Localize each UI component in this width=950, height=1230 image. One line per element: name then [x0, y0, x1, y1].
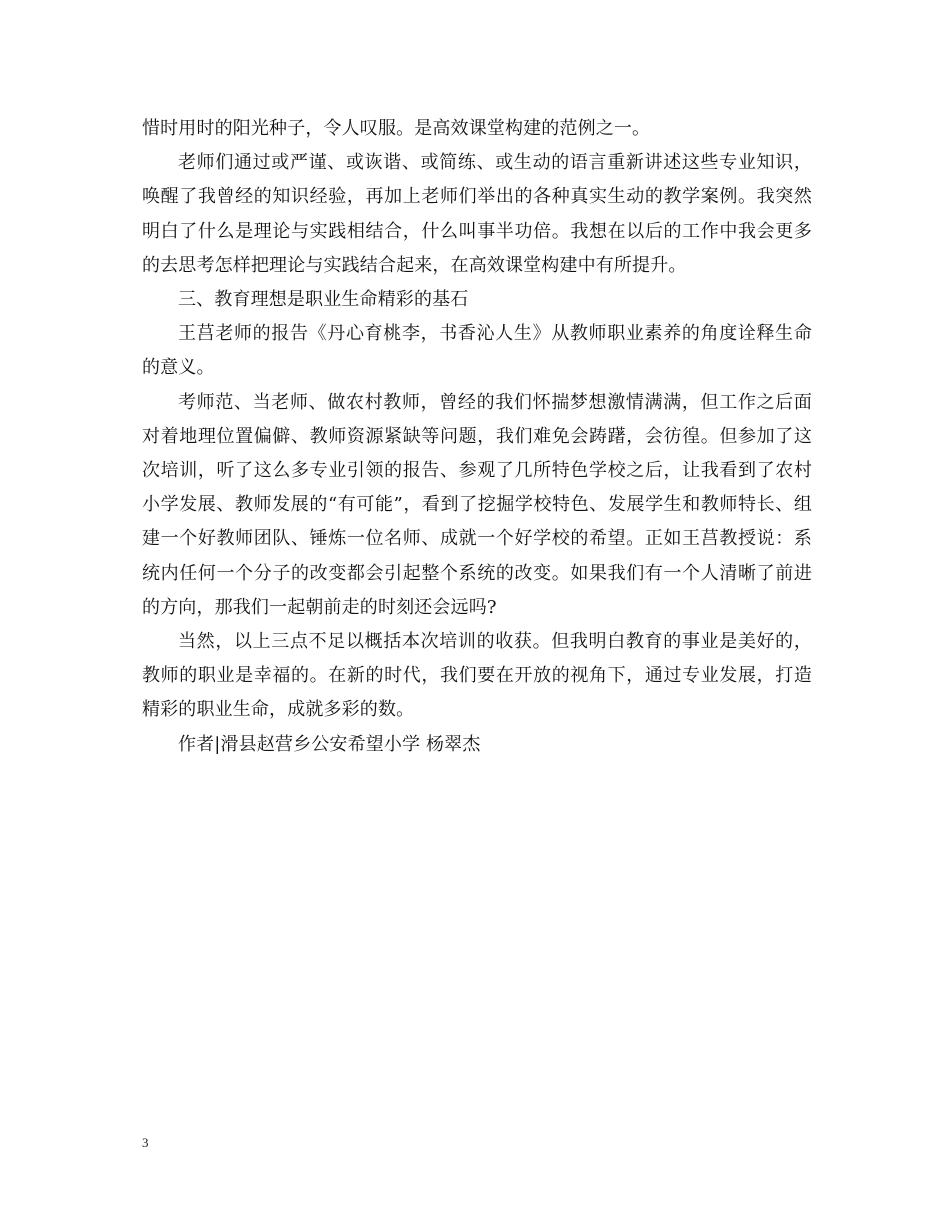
paragraph-conclusion: 当然，以上三点不足以概括本次培训的收获。但我明白教育的事业是美好的，教师的职业是幸福的。在新的时代，我们要在开放的视角下，通过专业发展，打造精彩的职业生命，成就多彩的数。	[142, 631, 812, 721]
page-number: 3	[142, 1135, 149, 1150]
paragraph-report: 王莒老师的报告《丹心育桃李，书香沁人生》从教师职业素养的角度诠释生命的意义。	[142, 323, 812, 379]
author-line: 作者|滑县赵营乡公安希望小学 杨翠杰	[178, 733, 481, 755]
paragraph-continuation: 惜时用时的阳光种子，令人叹服。是高效课堂构建的范例之一。	[142, 118, 651, 139]
section-heading-3: 三、教育理想是职业生命精彩的基石	[178, 289, 469, 311]
paragraph-rural-teacher: 考师范、当老师、做农村教师，曾经的我们怀揣梦想激情满满，但工作之后面对着地理位置偏僻、教师资源紧缺等问题，我们难免会踌躇，会彷徨。但参加了这次培训，听了这么多专业引领的报告、参观了几所特色学校之后，让我看到了农村小学发展、教师发展的“有可能”，看到了挖掘学校特色、发展学生和教师特长、组建一个好教师团队、锤炼一位名师、成就一个好学校的希望。正如王莒教授说：系统内任何一个分子的改变都会引起整个系统的改变。如果我们有一个人清晰了前进的方向，那我们一起朝前走的时刻还会远吗?	[142, 391, 812, 618]
document-body	[142, 112, 812, 762]
paragraph-teacher-language: 老师们通过或严谨、或诙谐、或简练、或生动的语言重新讲述这些专业知识，唤醒了我曾经的知识经验，再加上老师们举出的各种真实生动的教学案例。我突然明白了什么是理论与实践相结合，什么叫事半功倍。我想在以后的工作中我会更多的去思考怎样把理论与实践结合起来，在高效课堂构建中有所提升。	[142, 152, 812, 276]
